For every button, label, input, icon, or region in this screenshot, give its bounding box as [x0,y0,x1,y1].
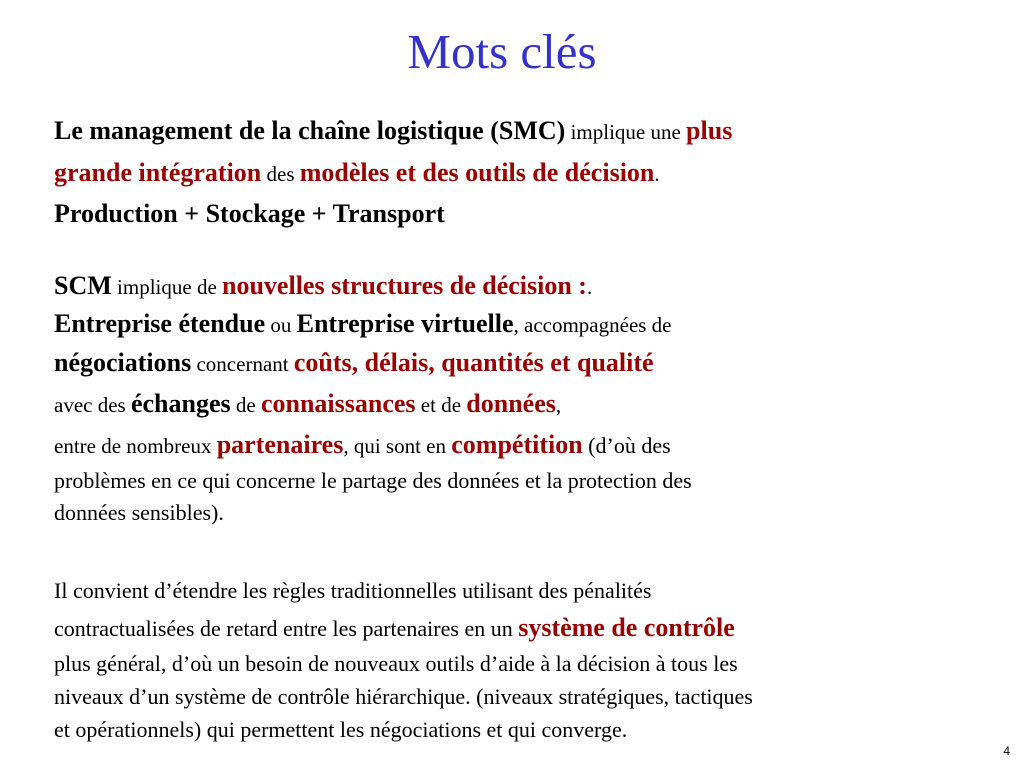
text-bold: Production + Stockage + Transport [54,199,445,228]
text: concernant [191,352,294,376]
text-emphasis: système de contrôle [518,613,735,642]
text-line [54,195,984,235]
text: avec des [54,393,131,417]
text-bold: échanges [130,389,231,418]
text-bold: négociations [54,348,192,377]
text: des [261,162,300,186]
text: implique de [111,275,223,299]
text-emphasis: coûts, délais, quantités et qualité [293,348,654,377]
text-line [54,610,984,648]
text-bold: SCM [54,271,112,300]
text-line [54,427,984,465]
paragraph-scm [54,268,984,529]
text-line: plus général, d’où un besoin de nouveaux outils d’aide à la décision à tous les [54,651,738,676]
text-emphasis: plus [686,116,733,145]
text-line [54,154,984,195]
text-emphasis: connaissances [260,389,416,418]
text-emphasis: nouvelles structures de décision : [222,271,587,300]
text-line [54,345,984,385]
paragraph-smc [54,112,984,235]
text: implique une [565,120,687,144]
text-line [54,385,984,427]
text: entre de nombreux [54,434,217,458]
text-emphasis: données [466,389,556,418]
text-bold: Entreprise virtuelle [296,309,514,338]
text-line: problèmes en ce qui concerne le partage des données et la protection des [54,468,692,493]
text: (d’où des [582,433,671,458]
text-line: Il convient d’étendre les règles traditionnelles utilisant des pénalités [54,578,652,603]
slide-title: Mots clés [407,24,597,79]
text-emphasis: grande intégration [54,158,262,187]
text-line [54,306,984,345]
text: , [555,393,562,417]
text-line: et opérationnels) qui permettent les négociations et qui converge. [54,717,628,742]
text: , accompagnées de [513,313,672,337]
text-line [54,112,984,154]
paragraph-control-system [54,574,984,747]
text-line: niveaux d’un système de contrôle hiérarchique. (niveaux stratégiques, tactiques [54,684,753,709]
text: . [654,162,660,186]
text: contractualisées de retard entre les partenaires en un [54,616,519,641]
text-emphasis: compétition [451,430,583,459]
text: . [586,275,593,299]
text-bold: Entreprise étendue [54,309,266,338]
text: de [230,393,261,417]
text-emphasis: partenaires [216,430,344,459]
text-line [54,268,984,306]
text-emphasis: modèles et des outils de décision [299,158,655,187]
text: et de [415,393,467,417]
page-number: 4 [1003,744,1010,758]
text-line: données sensibles). [54,500,224,525]
text-bold: Le management de la chaîne logistique (SMC) [54,116,566,145]
text: ou [265,313,297,337]
text: , qui sont en [343,434,452,458]
